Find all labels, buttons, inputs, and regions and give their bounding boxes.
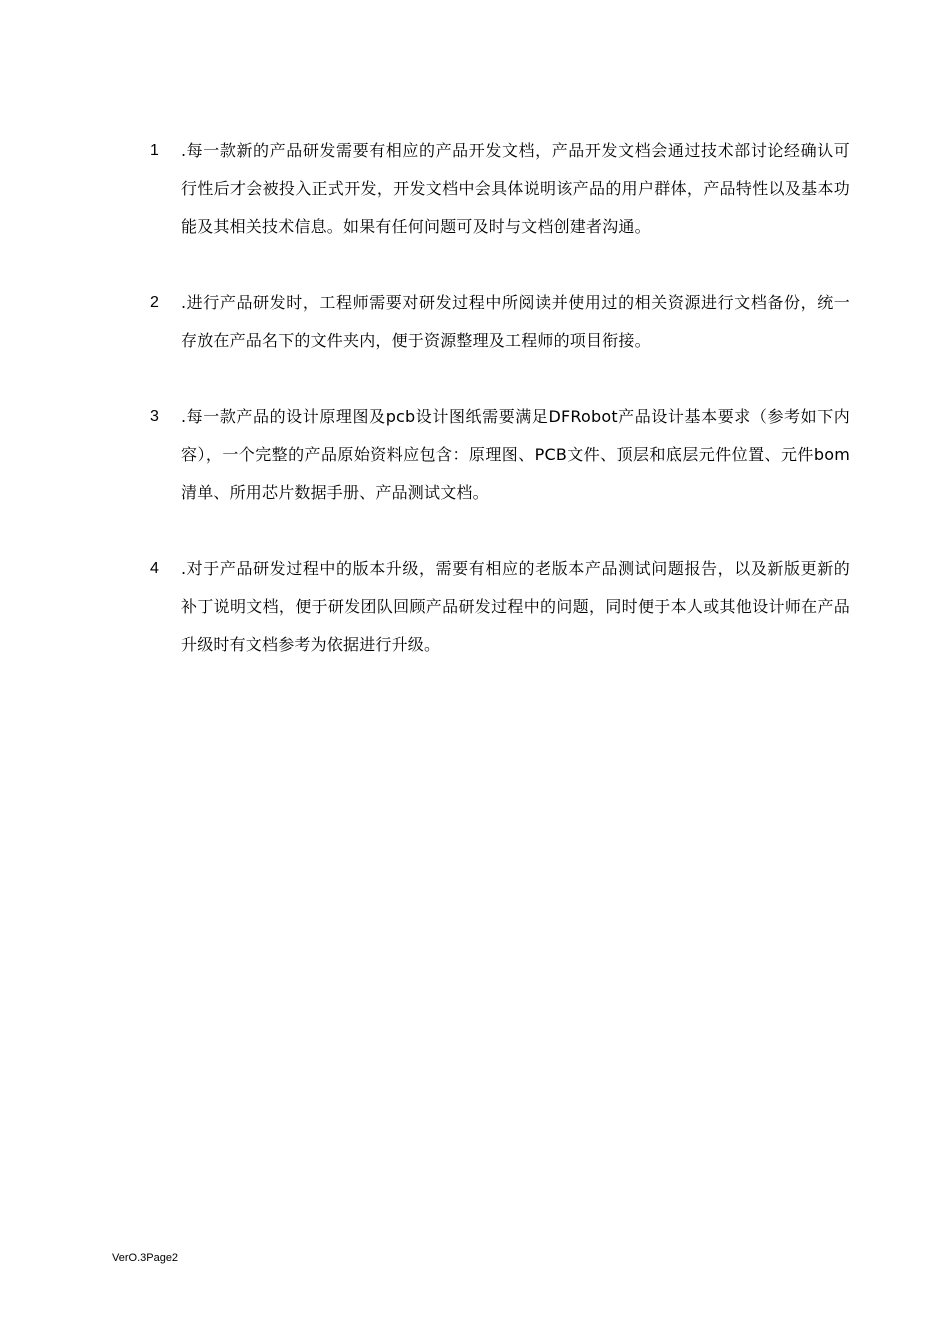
list-item [150,550,850,664]
item-number: 4 [150,560,159,577]
item-number: 2 [150,294,159,311]
list-item [150,284,850,360]
page-footer: VerO.3Page2 [112,1252,179,1264]
item-number: 1 [150,142,159,159]
list-item [150,398,850,512]
item-text: .进行产品研发时，工程师需要对研发过程中所阅读并使用过的相关资源进行文档备份，统一存放在产品名下的文件夹内，便于资源整理及工程师的项目衔接。 [181,293,850,350]
requirements-list [150,132,850,702]
item-text: .每一款新的产品研发需要有相应的产品开发文档，产品开发文档会通过技术部讨论经确认可行性后才会被投入正式开发，开发文档中会具体说明该产品的用户群体，产品特性以及基本功能及其相关技术信息。如果有任何问题可及时与文档创建者沟通。 [181,141,850,236]
item-text: .对于产品研发过程中的版本升级，需要有相应的老版本产品测试问题报告，以及新版更新的补丁说明文档，便于研发团队回顾产品研发过程中的问题，同时便于本人或其他设计师在产品升级时有文档参考为依据进行升级。 [181,559,850,654]
list-item [150,132,850,246]
item-number: 3 [150,408,159,425]
item-text: .每一款产品的设计原理图及pcb设计图纸需要满足DFRobot产品设计基本要求（参考如下内容），一个完整的产品原始资料应包含：原理图、PCB文件、顶层和底层元件位置、元件bom清单、所用芯片数据手册、产品测试文档。 [181,407,850,502]
